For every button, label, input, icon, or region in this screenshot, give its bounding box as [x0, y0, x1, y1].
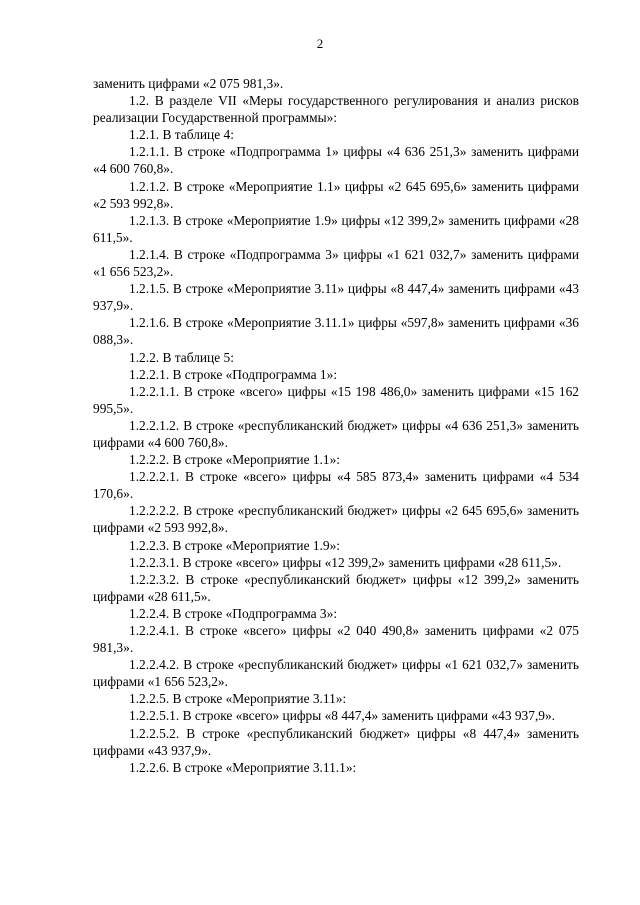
- paragraph: 1.2.2.4.1. В строке «всего» цифры «2 040 490,8» заменить цифрами «2 075 981,3».: [93, 623, 579, 656]
- paragraph: 1.2.2.3.2. В строке «республиканский бюджет» цифры «12 399,2» заменить цифрами «28 611,5».: [93, 571, 579, 604]
- paragraph: 1.2.2.6. В строке «Мероприятие 3.11.1»:: [129, 759, 357, 775]
- paragraph: 1.2.1.2. В строке «Мероприятие 1.1» цифры «2 645 695,6» заменить цифрами «2 593 992,8».: [93, 178, 579, 211]
- paragraph: 1.2. В разделе VII «Меры государственного регулирования и анализ рисков реализации Государственной программы»:: [93, 93, 579, 126]
- paragraph: 1.2.1.3. В строке «Мероприятие 1.9» цифры «12 399,2» заменить цифрами «28 611,5».: [93, 212, 579, 245]
- paragraph: 1.2.2.5.2. В строке «республиканский бюджет» цифры «8 447,4» заменить цифрами «43 937,9».: [93, 725, 579, 758]
- paragraph: 1.2.2.1. В строке «Подпрограмма 1»:: [129, 366, 338, 382]
- paragraph: 1.2.2.5. В строке «Мероприятие 3.11»:: [129, 691, 347, 707]
- paragraph: 1.2.1.4. В строке «Подпрограмма 3» цифры «1 621 032,7» заменить цифрами «1 656 523,2».: [93, 246, 579, 280]
- paragraph: 1.2.2. В таблице 5:: [129, 349, 234, 365]
- page-number: 2: [316, 36, 324, 51]
- document-body: [93, 75, 579, 776]
- paragraph: 1.2.2.1.2. В строке «республиканский бюджет» цифры «4 636 251,3» заменить цифрами «4 600 760,8».: [93, 417, 579, 450]
- paragraph: 1.2.2.2.2. В строке «республиканский бюджет» цифры «2 645 695,6» заменить цифрами «2 593 992,8».: [93, 503, 579, 536]
- paragraph: 1.2.2.4.2. В строке «республиканский бюджет» цифры «1 621 032,7» заменить цифрами «1 656 523,2».: [93, 657, 579, 690]
- paragraph: 1.2.2.1.1. В строке «всего» цифры «15 198 486,0» заменить цифрами «15 162 995,5».: [93, 383, 579, 416]
- paragraph: заменить цифрами «2 075 981,3».: [93, 76, 284, 91]
- paragraph: 1.2.1.5. В строке «Мероприятие 3.11» цифры «8 447,4» заменить цифрами «43 937,9».: [93, 281, 579, 314]
- paragraph: 1.2.1.6. В строке «Мероприятие 3.11.1» цифры «597,8» заменить цифрами «36 088,3».: [93, 315, 579, 348]
- paragraph: 1.2.1.1. В строке «Подпрограмма 1» цифры «4 636 251,3» заменить цифрами «4 600 760,8».: [93, 144, 579, 177]
- paragraph: 1.2.2.4. В строке «Подпрограмма 3»:: [129, 605, 338, 621]
- paragraph: 1.2.2.2.1. В строке «всего» цифры «4 585 873,4» заменить цифрами «4 534 170,6».: [93, 469, 579, 502]
- paragraph: 1.2.2.3. В строке «Мероприятие 1.9»:: [129, 537, 341, 553]
- paragraph: 1.2.2.5.1. В строке «всего» цифры «8 447,4» заменить цифрами «43 937,9».: [129, 708, 556, 724]
- paragraph: 1.2.1. В таблице 4:: [129, 127, 234, 143]
- paragraph: 1.2.2.2. В строке «Мероприятие 1.1»:: [129, 452, 341, 468]
- paragraph: 1.2.2.3.1. В строке «всего» цифры «12 399,2» заменить цифрами «28 611,5».: [129, 554, 562, 570]
